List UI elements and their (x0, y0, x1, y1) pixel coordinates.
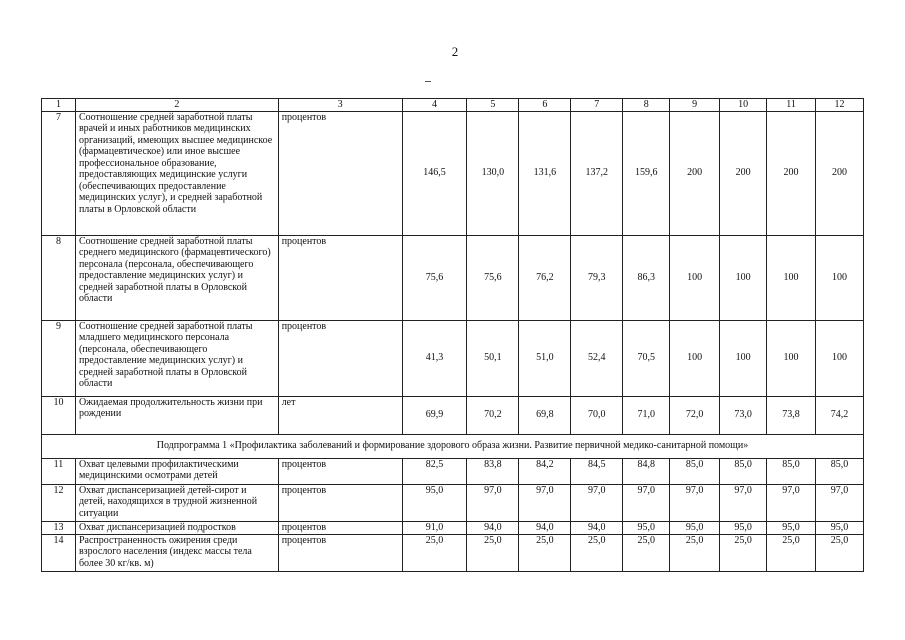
value-cell: 100 (720, 235, 767, 320)
value-cell: 200 (720, 111, 767, 235)
value-cell: 74,2 (815, 396, 863, 434)
value-cell: 200 (670, 111, 720, 235)
unit-cell: процентов (278, 320, 402, 396)
value-cell: 75,6 (402, 235, 467, 320)
indicator-name: Ожидаемая продолжительность жизни при рождении (75, 396, 278, 434)
value-cell: 200 (815, 111, 863, 235)
indicator-name: Охват диспансеризацией детей-сирот и детей, находящихся в трудной жизненной ситуации (75, 484, 278, 521)
value-cell: 25,0 (623, 534, 670, 571)
table-row (42, 320, 864, 396)
subprogram-title: Подпрограмма 1 «Профилактика заболеваний и формирование здорового образа жизни. Развитие первичной медико-санитарной помощи» (42, 434, 864, 458)
header-cell: 5 (467, 99, 519, 112)
value-cell: 95,0 (720, 521, 767, 534)
value-cell: 100 (767, 320, 816, 396)
unit-cell: процентов (278, 521, 402, 534)
table-row (42, 534, 864, 571)
value-cell: 137,2 (571, 111, 623, 235)
value-cell: 70,0 (571, 396, 623, 434)
value-cell: 95,0 (670, 521, 720, 534)
header-cell: 1 (42, 99, 76, 112)
value-cell: 72,0 (670, 396, 720, 434)
value-cell: 100 (670, 235, 720, 320)
row-number: 10 (42, 396, 76, 434)
value-cell: 85,0 (670, 458, 720, 484)
value-cell: 85,0 (720, 458, 767, 484)
page-number: 2 (451, 44, 459, 59)
value-cell: 97,0 (767, 484, 816, 521)
table-row (42, 235, 864, 320)
value-cell: 97,0 (815, 484, 863, 521)
table-row (42, 521, 864, 534)
value-cell: 97,0 (623, 484, 670, 521)
value-cell: 83,8 (467, 458, 519, 484)
value-cell: 84,8 (623, 458, 670, 484)
subprogram-row (42, 434, 864, 458)
value-cell: 95,0 (767, 521, 816, 534)
header-cell: 8 (623, 99, 670, 112)
value-cell: 79,3 (571, 235, 623, 320)
row-number: 11 (42, 458, 76, 484)
indicator-name: Соотношение средней заработной платы врачей и иных работников медицинских организаций, имеющих высшее медицинское (фармацевтическое) или иное высшее профессиональное образование, предоставляющих медицинские услуги (обеспечивающих предоставление медицинских услуг), и средней заработной платы в Орловской области (75, 111, 278, 235)
value-cell: 100 (815, 235, 863, 320)
value-cell: 25,0 (467, 534, 519, 571)
value-cell: 73,0 (720, 396, 767, 434)
value-cell: 86,3 (623, 235, 670, 320)
value-cell: 97,0 (720, 484, 767, 521)
value-cell: 97,0 (519, 484, 571, 521)
value-cell: 25,0 (720, 534, 767, 571)
table-row (42, 396, 864, 434)
value-cell: 100 (767, 235, 816, 320)
value-cell: 85,0 (815, 458, 863, 484)
value-cell: 130,0 (467, 111, 519, 235)
header-cell: 4 (402, 99, 467, 112)
value-cell: 25,0 (815, 534, 863, 571)
value-cell: 85,0 (767, 458, 816, 484)
table-row (42, 484, 864, 521)
indicator-table (41, 98, 864, 572)
value-cell: 50,1 (467, 320, 519, 396)
value-cell: 52,4 (571, 320, 623, 396)
value-cell: 94,0 (519, 521, 571, 534)
value-cell: 75,6 (467, 235, 519, 320)
header-cell: 12 (815, 99, 863, 112)
row-number: 7 (42, 111, 76, 235)
unit-cell: процентов (278, 235, 402, 320)
unit-cell: процентов (278, 484, 402, 521)
value-cell: 71,0 (623, 396, 670, 434)
header-cell: 7 (571, 99, 623, 112)
header-cell: 6 (519, 99, 571, 112)
unit-cell: лет (278, 396, 402, 434)
value-cell: 91,0 (402, 521, 467, 534)
header-row (42, 99, 864, 112)
indicator-name: Охват целевыми профилактическими медицинскими осмотрами детей (75, 458, 278, 484)
value-cell: 41,3 (402, 320, 467, 396)
indicator-name: Соотношение средней заработной платы младшего медицинского персонала (персонала, обеспечивающего предоставление медицинских услуг) и средней заработной платы в Орловской области (75, 320, 278, 396)
value-cell: 100 (720, 320, 767, 396)
header-cell: 9 (670, 99, 720, 112)
row-number: 14 (42, 534, 76, 571)
table-row (42, 458, 864, 484)
value-cell: 70,5 (623, 320, 670, 396)
divider-mark (425, 81, 431, 82)
value-cell: 159,6 (623, 111, 670, 235)
row-number: 13 (42, 521, 76, 534)
value-cell: 69,9 (402, 396, 467, 434)
header-cell: 3 (278, 99, 402, 112)
value-cell: 73,8 (767, 396, 816, 434)
header-cell: 2 (75, 99, 278, 112)
value-cell: 69,8 (519, 396, 571, 434)
value-cell: 146,5 (402, 111, 467, 235)
value-cell: 25,0 (519, 534, 571, 571)
value-cell: 76,2 (519, 235, 571, 320)
value-cell: 200 (767, 111, 816, 235)
value-cell: 95,0 (623, 521, 670, 534)
indicator-name: Охват диспансеризацией подростков (75, 521, 278, 534)
value-cell: 25,0 (767, 534, 816, 571)
unit-cell: процентов (278, 458, 402, 484)
value-cell: 82,5 (402, 458, 467, 484)
indicator-name: Соотношение средней заработной платы среднего медицинского (фармацевтического) персонала (персонала, обеспечивающего предоставление медицинских услуг) и средней заработной платы в Орловской области (75, 235, 278, 320)
value-cell: 95,0 (402, 484, 467, 521)
header-cell: 11 (767, 99, 816, 112)
value-cell: 25,0 (402, 534, 467, 571)
value-cell: 97,0 (467, 484, 519, 521)
value-cell: 25,0 (571, 534, 623, 571)
row-number: 12 (42, 484, 76, 521)
value-cell: 25,0 (670, 534, 720, 571)
row-number: 8 (42, 235, 76, 320)
value-cell: 94,0 (467, 521, 519, 534)
value-cell: 100 (670, 320, 720, 396)
indicator-name: Распространенность ожирения среди взрослого населения (индекс массы тела более 30 кг/кв. м) (75, 534, 278, 571)
value-cell: 84,2 (519, 458, 571, 484)
value-cell: 131,6 (519, 111, 571, 235)
table-row (42, 111, 864, 235)
row-number: 9 (42, 320, 76, 396)
header-cell: 10 (720, 99, 767, 112)
value-cell: 70,2 (467, 396, 519, 434)
value-cell: 97,0 (670, 484, 720, 521)
value-cell: 94,0 (571, 521, 623, 534)
value-cell: 51,0 (519, 320, 571, 396)
unit-cell: процентов (278, 534, 402, 571)
value-cell: 95,0 (815, 521, 863, 534)
unit-cell: процентов (278, 111, 402, 235)
value-cell: 97,0 (571, 484, 623, 521)
value-cell: 100 (815, 320, 863, 396)
value-cell: 84,5 (571, 458, 623, 484)
